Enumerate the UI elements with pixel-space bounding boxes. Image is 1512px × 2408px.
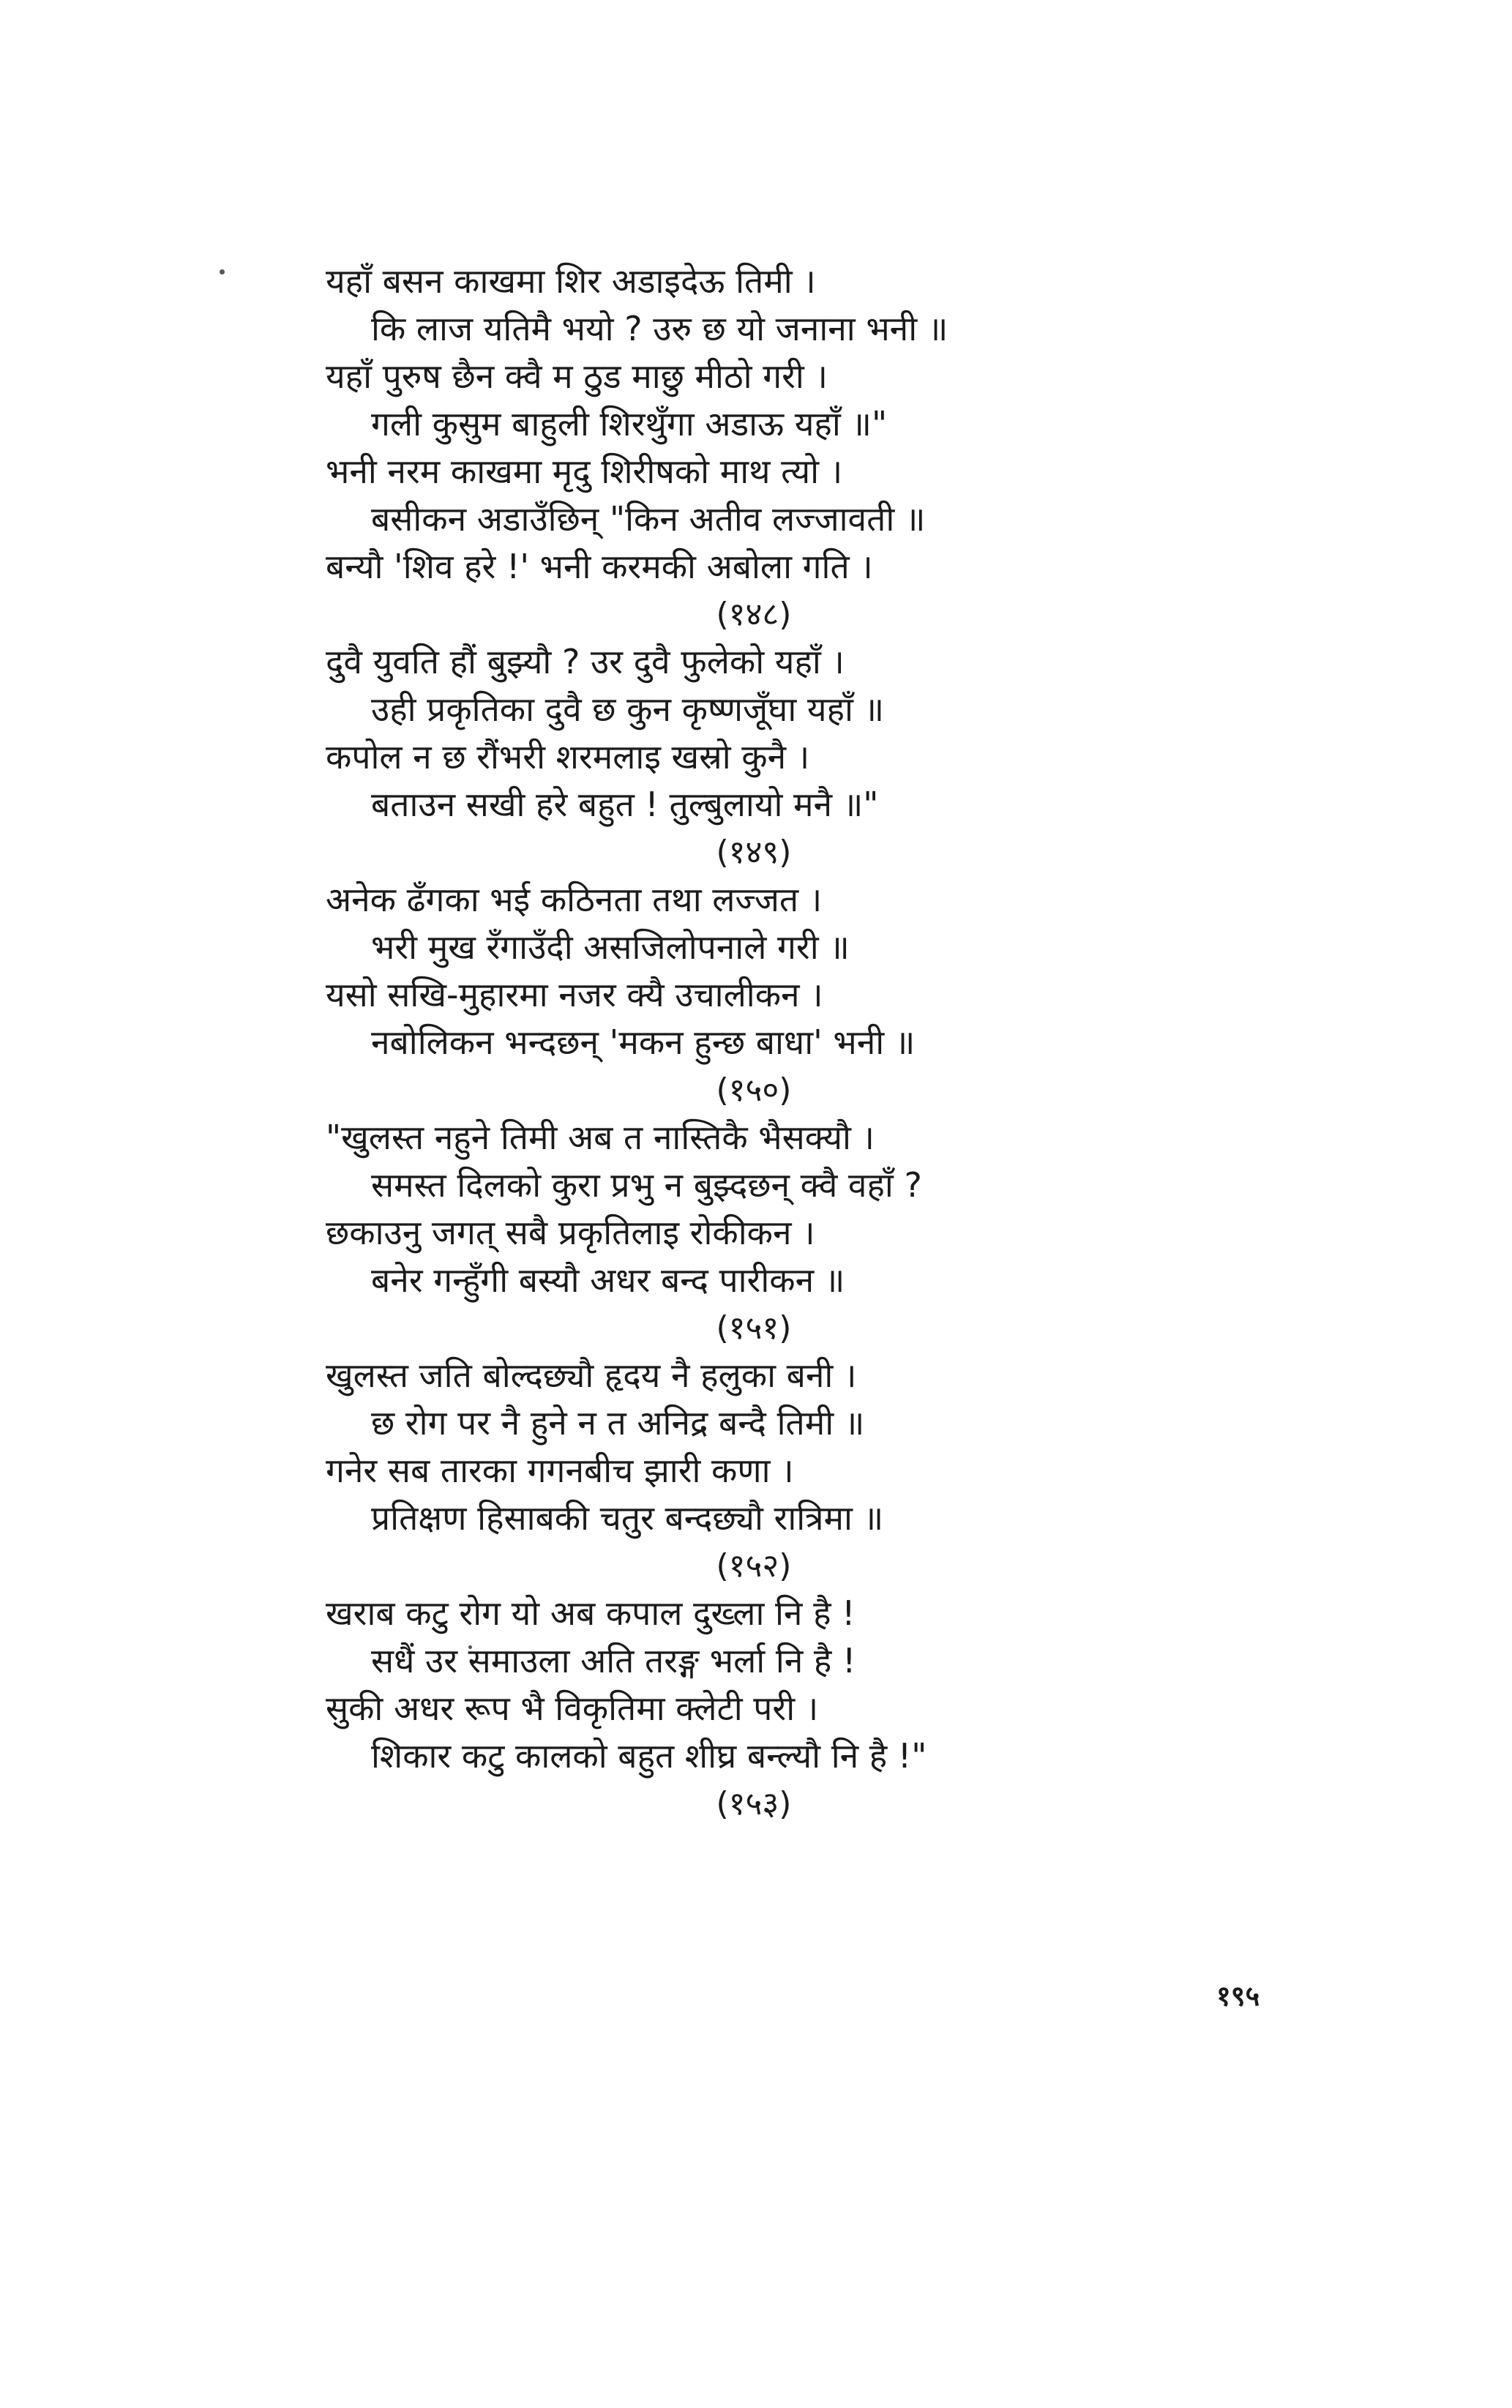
stanza [326, 1114, 1153, 1352]
verse-line: उही प्रकृतिका दुवै छ कुन कृष्णजूँघा यहाँ ॥ [371, 689, 885, 729]
verse-line: "खुलस्त नहुने तिमी अब त नास्तिकै भैसक्यौ । [326, 1118, 875, 1157]
verse-number: (१५१) [716, 1309, 792, 1347]
verse-line: यहाँ बसन काखमा शिर अडाइदेऊ तिमी । [326, 261, 816, 301]
verse-line: खराब कटु रोग यो अब कपाल दुख्ला नि है ! [326, 1593, 856, 1633]
verse-line: बसीकन अडाउँछिन् "किन अतीव लज्जावती ॥ [371, 499, 926, 539]
verse-number: (१४८) [716, 596, 792, 633]
verse-line: गली कुसुम बाहुली शिरथुँगा अडाऊ यहाँ ॥" [371, 404, 888, 444]
verse-number: (१५२) [716, 1547, 792, 1585]
verse-line: शिकार कटु कालको बहुत शीघ्र बन्ल्यौ नि है !" [371, 1736, 927, 1776]
verse-number: (१४९) [716, 834, 792, 871]
page-number: १९५ [1216, 1980, 1260, 2012]
verse-line: सधैं उर समाउला अति तरङ्ग भर्ला नि है ! [371, 1641, 856, 1680]
scan-speck [220, 269, 225, 274]
stanza [326, 638, 1153, 876]
verse-line: दुवै युवति हौं बुझ्यौ ? उर दुवै फुलेको यहाँ । [326, 642, 845, 681]
verse-line: नबोलिकन भन्दछन् 'मकन हुन्छ बाधा' भनी ॥ [371, 1022, 916, 1062]
verse-line: कपोल न छ रौंभरी शरमलाइ खस्रो कुनै । [326, 737, 810, 777]
verse-line: भनी नरम काखमा मृदु शिरीषको माथ त्यो । [326, 452, 843, 491]
verse-line: कि लाज यतिमै भयो ? उरु छ यो जनाना भनी ॥ [371, 309, 948, 348]
verse-line: छ रोग पर नै हुने न त अनिद्र बन्दै तिमी ॥ [371, 1403, 865, 1443]
verse-line: गनेर सब तारका गगनबीच झारी कणा । [326, 1451, 794, 1490]
verse-line: भरी मुख रँगाउँदी असजिलोपनाले गरी ॥ [371, 927, 850, 967]
verse-number: (१५३) [716, 1785, 792, 1822]
verse-line: समस्त दिलको कुरा प्रभु न बुझ्दछन् क्वै वहाँ ? [371, 1165, 922, 1205]
verse-line: बताउन सखी हरे बहुत ! तुल्बुलायो मनै ॥" [371, 785, 879, 824]
verse-number: (१५०) [716, 1072, 792, 1109]
verse-line: सुकी अधर रूप भै विकृतिमा क्लेटी परी । [326, 1689, 819, 1728]
stanza [326, 1590, 1153, 1828]
stanza [326, 876, 1153, 1114]
verse-line: अनेक ढँगका भई कठिनता तथा लज्जत । [326, 880, 823, 919]
verse-line: प्रतिक्षण हिसाबकी चतुर बन्दछ्यौ रात्रिमा ॥ [371, 1498, 884, 1538]
verse-block [326, 258, 1153, 1828]
verse-line: बन्यौ 'शिव हरे !' भनी करमकी अबोला गति । [326, 547, 873, 586]
verse-line: छकाउनु जगत् सबै प्रकृतिलाइ रोकीकन । [326, 1213, 815, 1252]
verse-line: बनेर गन्हुँगी बस्यौ अधर बन्द पारीकन ॥ [371, 1260, 845, 1300]
stanza [326, 258, 1153, 638]
stanza [326, 1352, 1153, 1590]
verse-line: यहाँ पुरुष छैन क्वै म ठुड माछु मीठो गरी । [326, 356, 828, 396]
verse-line: खुलस्त जति बोल्दछ्यौ हृदय नै हलुका बनी । [326, 1356, 857, 1395]
verse-line: यसो सखि-मुहारमा नजर क्यै उचालीकन । [326, 975, 823, 1014]
